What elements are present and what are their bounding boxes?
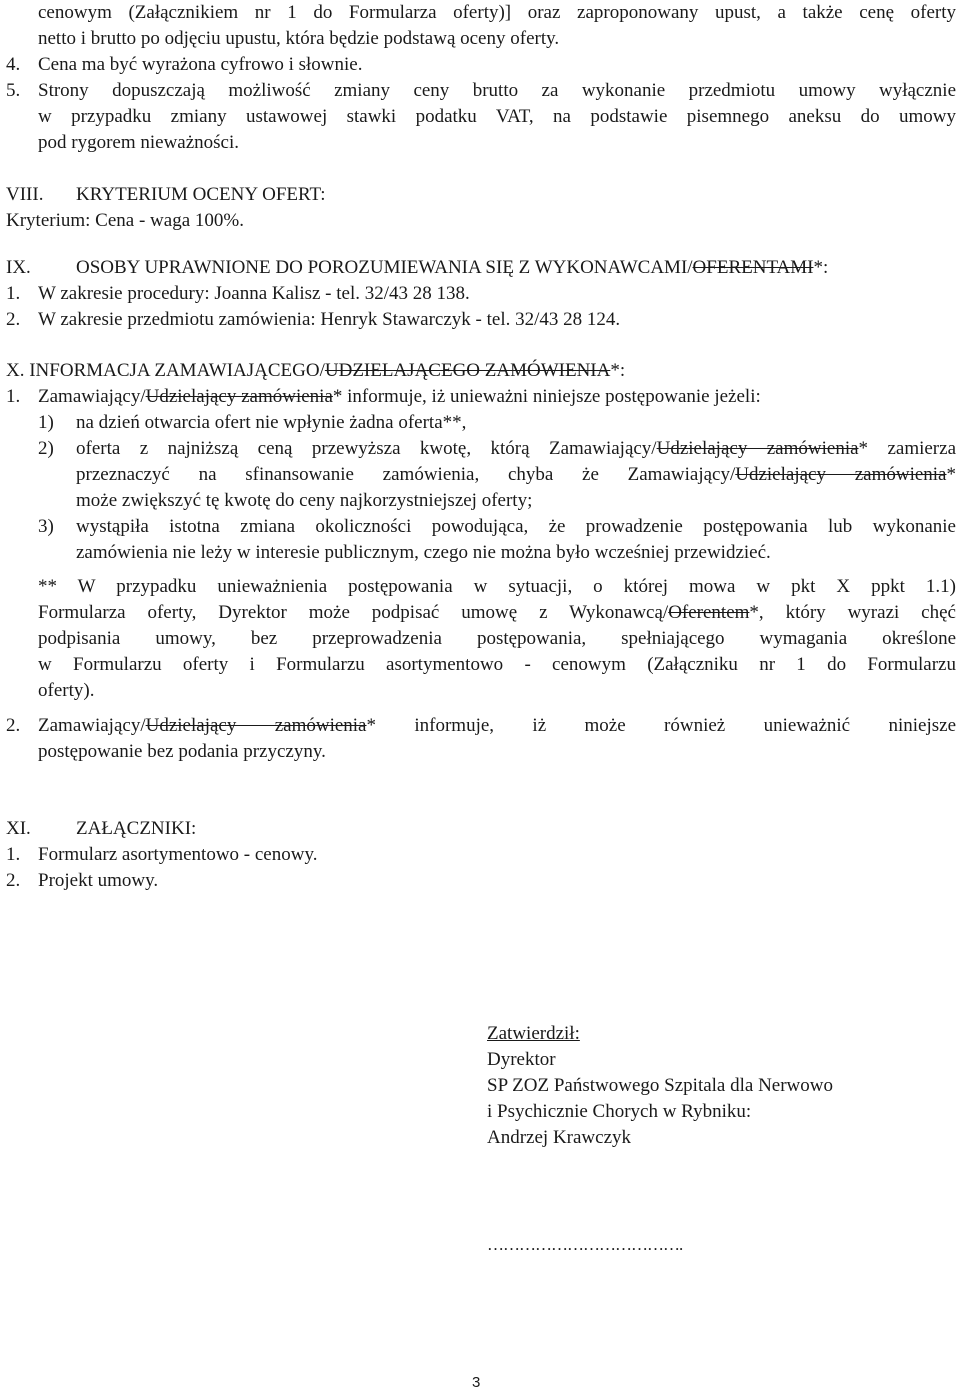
contact-procedure: W zakresie procedury: Joanna Kalisz - tel. 32/43 28 138. xyxy=(38,283,470,304)
contact-subject: W zakresie przedmiotu zamówienia: Henryk Stawarczyk - tel. 32/43 28 124. xyxy=(38,309,621,330)
footnote-paragraph xyxy=(38,574,956,704)
item-line-1: Strony dopuszczają możliwość zmiany ceny brutto za wykonanie przedmiotu umowy wyłącznie xyxy=(38,80,956,101)
continuation-line-2: netto i brutto po odjęciu upustu, która będzie podstawą oceny oferty. xyxy=(38,28,560,49)
note-line-4: w Formularzu oferty i Formularzu asortymentowo - cenowym (Załączniku nr 1 do Formularzu xyxy=(38,654,956,675)
criterion-text: Kryterium: Cena - waga 100%. xyxy=(6,210,244,231)
item-number: 1. xyxy=(6,386,21,407)
approver-name: Andrzej Krawczyk xyxy=(487,1127,632,1148)
item-line-2: w przypadku zmiany ustawowej stawki podatku VAT, na podstawie pisemnego aneksu do umowy xyxy=(38,106,956,127)
item-number: 2. xyxy=(6,309,21,330)
section-title: OSOBY UPRAWNIONE DO POROZUMIEWANIA SIĘ Z WYKONAWCAMI/OFERENTAMI*: xyxy=(76,257,829,278)
section-number: IX. xyxy=(6,257,31,278)
item-number: 2. xyxy=(6,715,21,736)
sub-line-1: wystąpiła istotna zmiana okoliczności powodująca, że prowadzenie postępowania lub wykonanie xyxy=(76,516,956,537)
approver-role: Dyrektor xyxy=(487,1049,556,1070)
sub-line-2: przeznaczyć na sfinansowanie zamówienia, chyba że Zamawiający/Udzielający zamówienia* xyxy=(76,464,956,485)
sub-line-1: oferta z najniższą ceną przewyższa kwotę, którą Zamawiający/Udzielający zamówienia* zamierza xyxy=(76,438,956,459)
item-line-3: pod rygorem nieważności. xyxy=(38,132,240,153)
section-title: KRYTERIUM OCENY OFERT: xyxy=(76,184,326,205)
item-number: 5. xyxy=(6,80,21,101)
page-number: 3 xyxy=(472,1374,481,1391)
approval-label: Zatwierdził: xyxy=(487,1023,580,1044)
item-text: Cena ma być wyrażona cyfrowo i słownie. xyxy=(38,54,363,75)
organization-line-1: SP ZOZ Państwowego Szpitala dla Nerwowo xyxy=(487,1075,833,1096)
continuation-line-1: cenowym (Załącznikiem nr 1 do Formularza oferty)] oraz zaproponowany upust, a także cenę oferty xyxy=(38,2,956,23)
section-x xyxy=(6,358,956,384)
section-title: X. INFORMACJA ZAMAWIAJĄCEGO/UDZIELAJĄCEGO ZAMÓWIENIA*: xyxy=(6,360,626,381)
item-number: 4. xyxy=(6,54,21,75)
attachment-1: Formularz asortymentowo - cenowy. xyxy=(38,844,318,865)
point-1-text: Zamawiający/Udzielający zamówienia* informuje, iż unieważni niniejsze postępowanie jeżeli: xyxy=(38,386,761,407)
note-line-2: Formularza oferty, Dyrektor może podpisać umowę z Wykonawcą/Oferentem*, który wyrazi chęć xyxy=(38,602,956,623)
item-number: 1. xyxy=(6,283,21,304)
section-number: VIII. xyxy=(6,184,44,205)
section-number: XI. xyxy=(6,818,31,839)
sub-number: 2) xyxy=(38,438,54,459)
point-2-line-1: Zamawiający/Udzielający zamówienia* informuje, iż może również unieważnić niniejsze xyxy=(38,715,957,736)
note-line-3: podpisania umowy, bez przeprowadzenia postępowania, spełniającego wymagania określone xyxy=(38,628,956,649)
continuation-paragraph xyxy=(38,0,956,52)
item-number: 2. xyxy=(6,870,21,891)
attachment-2: Projekt umowy. xyxy=(38,870,159,891)
approval-block xyxy=(487,1021,937,1151)
signature-line: ………………………………. xyxy=(487,1235,683,1254)
section-title: ZAŁĄCZNIKI: xyxy=(76,818,197,839)
sub-number: 3) xyxy=(38,516,54,537)
sub-line-2: zamówienia nie leży w interesie publicznym, czego nie można było wcześniej przewidzieć. xyxy=(76,542,771,563)
item-number: 1. xyxy=(6,844,21,865)
sub-text: na dzień otwarcia ofert nie wpłynie żadna oferta**, xyxy=(76,412,467,433)
sub-line-3: może zwiększyć tę kwotę do ceny najkorzystniejszej oferty; xyxy=(76,490,533,511)
note-line-1: ** W przypadku unieważnienia postępowania w sytuacji, o której mowa w pkt X ppkt 1.1) xyxy=(38,576,956,597)
sub-number: 1) xyxy=(38,412,54,433)
point-2-line-2: postępowanie bez podania przyczyny. xyxy=(38,741,326,762)
organization-line-2: i Psychicznie Chorych w Rybniku: xyxy=(487,1101,752,1122)
note-line-5: oferty). xyxy=(38,680,95,701)
